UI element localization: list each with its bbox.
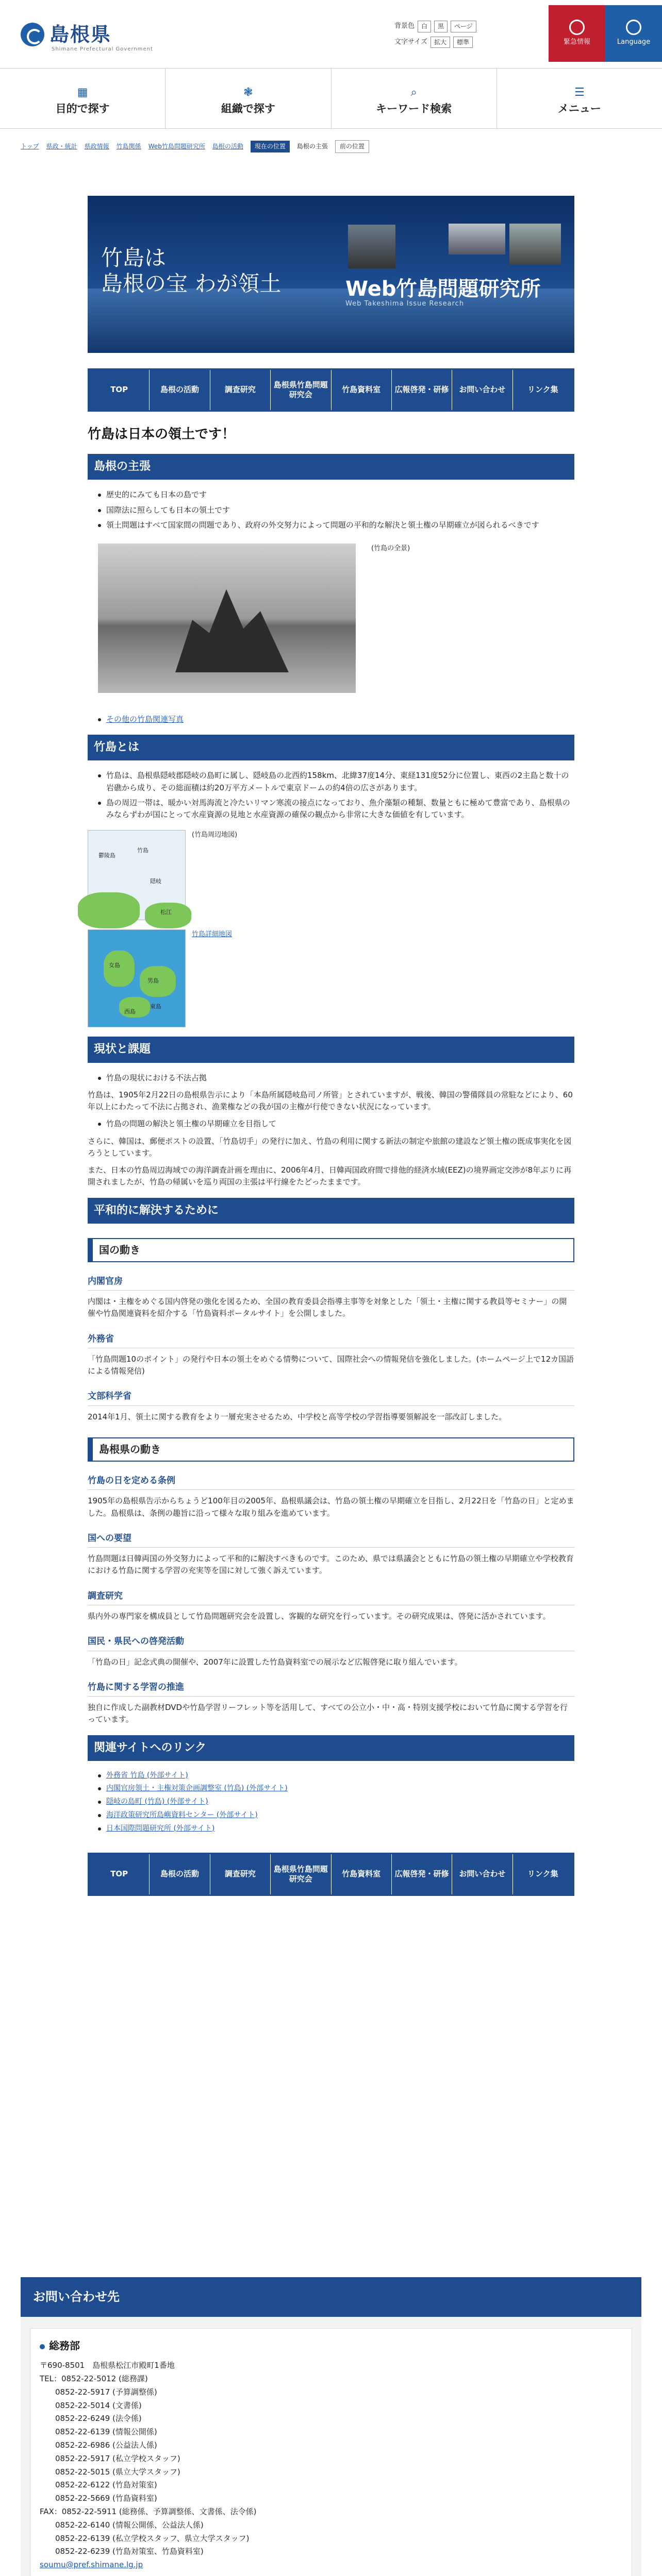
list-item [98,714,574,725]
topic-heading: 国民・県民への啓発活動 [88,1635,574,1651]
site-subnav-bottom [88,1853,574,1896]
breadcrumb [21,140,369,153]
map-label: 女島 [109,962,120,969]
more-photos-link[interactable]: その他の竹島関連写真 [106,715,184,724]
language-label: Language [617,38,651,46]
subnav-activities[interactable]: 島根の活動 [150,1854,210,1894]
nav-menu[interactable] [497,69,662,128]
site-logo-sub: Shimane Prefectural Government [52,46,153,52]
status-paragraph: 竹島は、1905年2月22日の島根県告示により「本島所属隠岐島司ノ所管」とされていますが、戦後、韓国の警備隊員の常駐などにより、60年以上にわたって不法に占拠され、漁業権などの我が国の主権が行使できない状況になっています。 [88,1090,573,1112]
subnav-links[interactable]: リンク集 [527,385,558,395]
topic-paragraph: 内閣は・主権をめぐる国内啓発の強化を図るため、全国の教育委員会指導主事等を対象とした「領土・主権に関する教員等セミナー」の開催や竹島関連資料を紹介する「竹島資料ポータルサイト」を公開しました。 [88,1297,567,1318]
topic-heading: 調査研究 [88,1589,574,1605]
list-item: 島の周辺一帯は、暖かい対馬海流と冷たいリマン寒流の接点になっており、魚介藻類の種類、数量ともに極めて豊富であり、島根県のみならずわが国にとって水産資源の見地と水産資源の確保の観点から非常に大きな価値を有しています。 [98,797,574,821]
subnav-study-group[interactable]: 島根県竹島問題研究会 [271,370,331,410]
map-label: 竹島 [137,847,148,854]
subnav-top[interactable]: TOP [89,1854,150,1894]
banner-site-en: Web Takeshima Issue Research [345,300,465,308]
map-label: 東島 [150,1003,161,1010]
page-title: 竹島は日本の領土です！ [88,427,236,442]
font-enlarge-button[interactable]: 拡大 [431,37,450,48]
section-heading: 関連サイトへのリンク [88,1735,574,1761]
list-item: 竹島の問題の解決と領土権の早期確立を目指して [98,1118,574,1130]
contact-heading: お問い合わせ先 [21,2277,641,2317]
topic-paragraph: 県内外の専門家を構成員として竹島問題研究会を設置し、客観的な研究を行っています。その研究成果は、啓発に活かされています。 [88,1611,551,1621]
banner-title-line2: 島根の宝 わが領土 [101,271,282,297]
globe-icon [626,20,641,35]
subnav-research[interactable]: 調査研究 [210,1854,271,1894]
section-heading: 竹島とは [88,735,574,760]
about-list [98,770,574,821]
bg-page-button[interactable]: ページ [451,21,476,32]
banner-title-line1: 竹島は [101,245,167,270]
contact-line: 0852-22-6122 (竹島対策室) [40,2480,157,2490]
subnav-archive[interactable]: 竹島資料室 [332,370,392,410]
list-item: 領土問題はすべて国家間の問題であり、政府の外交努力によって問題の平和的な解決と領土権の早期確立が図られるべきです [98,519,574,531]
detail-map[interactable] [88,929,186,1027]
contact-line: 0852-22-6249 (法令係) [40,2414,142,2424]
site-logo-text: 島根県 [49,23,112,46]
contact-line: 0852-22-6139 (私立学校スタッフ、県立大学スタッフ) [40,2533,250,2543]
bg-white-button[interactable]: 白 [418,21,431,32]
topic-heading: 内閣官房 [88,1275,574,1291]
map-label: 西島 [124,1008,136,1015]
photo-caption: (竹島の全景) [371,545,410,553]
subnav-contact[interactable]: お問い合わせ [452,1854,512,1894]
site-banner [88,196,574,353]
contact-line: FAX：0852-22-5911 (総務係、予算調整係、文書係、法令係) [40,2506,257,2516]
status-paragraph: さらに、韓国は、郵便ポストの設置、「竹島切手」の発行に加え、竹島の利用に関する新法の制定や旅館の建設など領土権の既成事実化を図ろうとしています。 [88,1136,572,1158]
site-subnav [88,368,574,412]
photo-links [98,714,574,725]
emergency-info-button[interactable] [549,5,605,62]
language-button[interactable] [605,5,662,62]
map-label: 隠岐 [150,878,161,885]
topic-paragraph: 1905年の島根県告示からちょうど100年目の2005年、島根県議会は、竹島の領土権の早期確立を目指し、2月22日を「竹島の日」と定めました。島根県は、条例の趣旨に沿って様々な取り組みを進めています。 [88,1496,574,1518]
list-item [98,1797,574,1808]
breadcrumb-previous-button[interactable]: 前の位置 [335,140,369,153]
organization-icon: ❃ [243,86,253,99]
site-header [0,0,662,68]
subsection-heading: 国の動き [88,1238,574,1262]
breadcrumb-current-page: 島根の主張 [296,143,328,150]
contact-line: 0852-22-5917 (予算調整係) [40,2387,157,2397]
topic-paragraph: 竹島問題は日韓両国の外交努力によって平和的に解決すべきものです。このため、県では県議会とともに竹島の領土権の早期確立や学校教育における竹島に関する学習の充実等を国に対して強く訴えています。 [88,1554,574,1575]
nav-keyword-search[interactable] [332,69,497,128]
nav-purpose[interactable] [0,69,166,128]
breadcrumb-item[interactable]: 竹島関係 [116,143,141,150]
breadcrumb-current-label: 現在の位置 [251,141,290,152]
breadcrumb-item[interactable]: 島根の活動 [212,143,243,150]
related-link[interactable]: 外務省 竹島 (外部サイト) [106,1771,188,1780]
subnav-top[interactable]: TOP [89,370,150,410]
contact-line: 0852-22-6239 (竹島対策室、竹島資料室) [40,2547,204,2556]
map-block-2 [88,929,574,1027]
contact-line: 0852-22-5014 (文書係) [40,2400,142,2410]
topic-paragraph: 「竹島問題10のポイント」の発行や日本の領土をめぐる情勢について、国際社会への情報発信を強化しました。(ホームページ上で12カ国語による情報発信) [88,1354,574,1376]
emergency-label: 緊急情報 [563,38,590,46]
alert-icon [569,20,585,35]
nav-purpose-label: 目的で探す [55,103,110,115]
related-link[interactable]: 内閣官房領土・主権対策企画調整室 (竹島) (外部サイト) [106,1784,288,1793]
list-item [98,1823,574,1835]
related-link[interactable]: 隠岐の島町 (竹島) (外部サイト) [106,1798,208,1806]
subsection-heading: 島根県の動き [88,1437,574,1462]
contact-line: 0852-22-5015 (県立大学スタッフ) [40,2467,180,2477]
section-heading: 現状と課題 [88,1037,574,1062]
topic-paragraph: 独自に作成した副教材DVDや竹島学習リーフレット等を活用して、すべての公立小・中・高・特別支援学校において竹島に関する学習を行っています。 [88,1703,568,1724]
list-item: 竹島は、島根県隠岐郡隠岐の島町に属し、隠岐島の北西約158km、北緯37度14分、東経131度52分に位置し、東西の2主島と数十の岩礁から成り、その総面積は約20万平方メートルで東京ドームの約4倍の広さがあります。 [98,770,574,794]
nav-menu-label: メニュー [557,103,601,115]
contact-email-link[interactable]: soumu@pref.shimane.lg.jp [40,2560,143,2570]
related-link[interactable]: 海洋政策研究所島嶼資料センター (外部サイト) [106,1810,258,1819]
related-links-section [88,1735,574,1835]
list-item [98,1783,574,1794]
map-label: 鬱陵島 [98,852,115,859]
bg-color-label: 背景色 [394,22,415,30]
map-label: 男島 [147,977,159,985]
contact-line: 0852-22-6139 (情報公開係) [40,2427,157,2437]
topic-paragraph: 2014年1月、領土に関する教育をより一層充実させるため、中学校と高等学校の学習指導要領解説を一部改訂しました。 [88,1412,507,1421]
nav-organization[interactable] [166,69,331,128]
banner-photo-2 [449,224,505,255]
list-item: 竹島の現状における不法占拠 [98,1072,574,1084]
map-block-1 [88,830,574,920]
contact-section [21,2277,641,2576]
banner-title [101,245,281,297]
subnav-links[interactable]: リンク集 [527,1869,558,1879]
map-caption: (竹島周辺地図) [192,831,238,839]
area-map[interactable] [88,830,186,920]
breadcrumb-item[interactable]: 県政情報 [84,143,109,150]
menu-icon: ☰ [574,86,585,99]
prefecture-emblem-icon [21,23,44,46]
subnav-research[interactable]: 調査研究 [210,370,271,410]
subnav-contact[interactable]: お問い合わせ [452,370,512,410]
grid-icon: ▦ [77,86,88,99]
banner-photo-3 [509,224,561,265]
global-nav [0,68,662,129]
contact-line: 0852-22-6140 (情報公開係、公益法人係) [40,2520,204,2530]
topic-paragraph: 「竹島の日」記念式典の開催や、2007年に設置した竹島資料室での展示など広報啓発に取り組んでいます。 [88,1657,462,1667]
font-size-label: 文字サイズ [394,38,427,46]
takeshima-photo-block [98,544,574,693]
topic-heading: 外務省 [88,1332,574,1348]
subnav-activities[interactable]: 島根の活動 [150,370,210,410]
contact-box [30,2328,632,2576]
topic-heading: 文部科学省 [88,1389,574,1405]
subnav-pr[interactable]: 広報啓発・研修 [392,370,452,410]
list-item: 歴史的にみても日本の島です [98,489,574,501]
breadcrumb-item[interactable]: トップ [21,143,39,150]
subnav-study-group[interactable]: 島根県竹島問題研究会 [271,1854,331,1894]
contact-line: 〒690-8501 島根県松江市殿町1番地 [40,2361,175,2370]
breadcrumb-item[interactable]: Web竹島問題研究所 [148,143,205,150]
topic-heading: 竹島の日を定める条例 [88,1474,574,1490]
claims-list [98,489,574,531]
map-land-shape [78,892,140,928]
topic-heading: 竹島に関する学習の推進 [88,1681,574,1697]
main-content [88,196,574,1896]
nav-keyword-label: キーワード検索 [376,103,452,115]
section-heading: 平和的に解決するために [88,1198,574,1224]
contact-dept: 総務部 [40,2338,622,2354]
contact-line: TEL：0852-22-5012 (総務課) [40,2374,148,2383]
topic-heading: 国への要望 [88,1532,574,1548]
contact-line: 0852-22-5917 (私立学校スタッフ) [40,2453,180,2463]
related-links-list [98,1770,574,1834]
detail-map-link[interactable]: 竹島詳細地図 [192,930,233,939]
related-link[interactable]: 日本国際問題研究所 (外部サイト) [106,1824,215,1833]
banner-site-name[interactable]: Web竹島問題研究所 [345,277,541,301]
list-item [98,1810,574,1821]
contact-line: 0852-22-5669 (竹島資料室) [40,2494,157,2503]
takeshima-photo [98,544,356,693]
utility-tools [394,21,476,52]
map-label: 松江 [160,909,172,916]
nav-organization-label: 組織で探す [221,103,275,115]
breadcrumb-item[interactable]: 県政・統計 [46,143,77,150]
status-list-2 [98,1118,574,1130]
subnav-archive[interactable]: 竹島資料室 [332,1854,392,1894]
status-paragraph: また、日本の竹島周辺海域での海洋調査計画を理由に、2006年4月、日韓両国政府間で排他的経済水域(EEZ)の境界画定交渉が8年ぶりに再開されましたが、竹島の帰属いを巡り両国の主張は平行線をたどったままです。 [88,1165,572,1187]
contact-line: 0852-22-6986 (公益法人係) [40,2440,157,2450]
subnav-pr[interactable]: 広報啓発・研修 [392,1854,452,1894]
bg-black-button[interactable]: 黒 [434,21,448,32]
status-list-1 [98,1072,574,1084]
font-standard-button[interactable]: 標準 [453,37,473,48]
list-item: 国際法に照らしても日本の領土です [98,504,574,516]
list-item [98,1770,574,1782]
section-heading: 島根の主張 [88,454,574,480]
banner-photo-1 [348,225,395,268]
search-icon: ⌕ [410,86,417,99]
